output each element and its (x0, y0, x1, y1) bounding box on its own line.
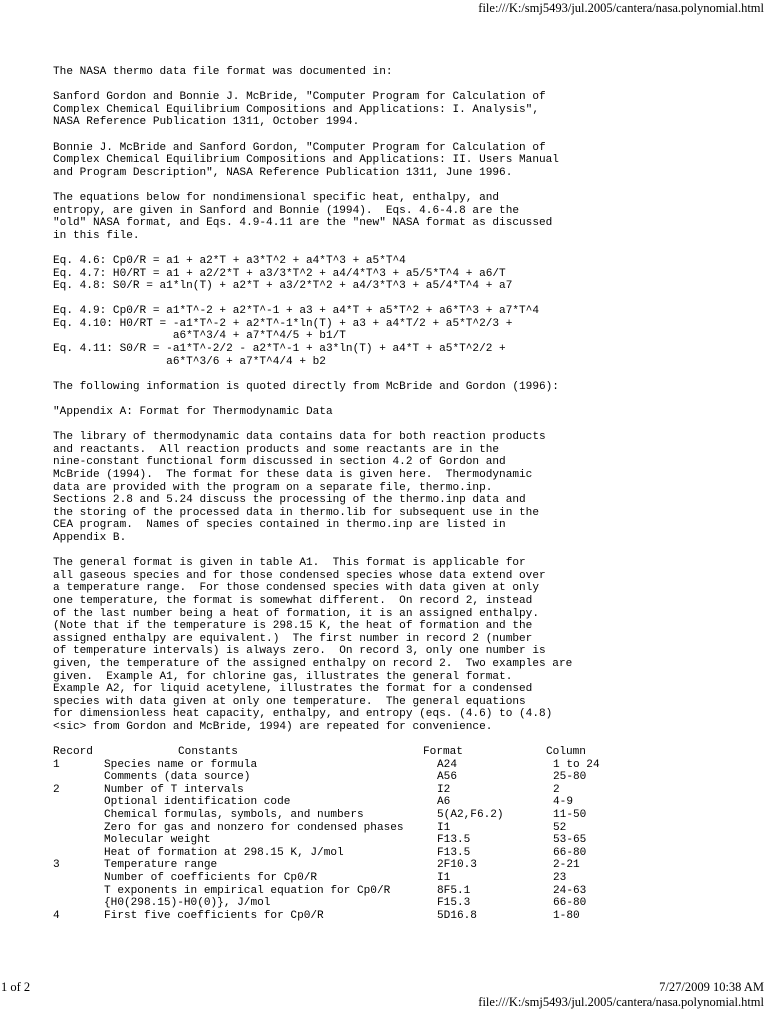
text-line: in this file. (53, 229, 140, 242)
text-line: Example A2, for liquid acetylene, illustrates the format for a condensed (53, 683, 533, 696)
format-cell: 5D16.8 (437, 909, 477, 922)
column-cell: 2 (553, 783, 560, 796)
column-cell: 66-80 (553, 897, 587, 910)
text-line: The equations below for nondimensional specific heat, enthalpy, and (53, 191, 500, 204)
column-cell: 1 to 24 (553, 758, 600, 771)
table-header-constants: Constants (178, 746, 238, 759)
constants-cell: {H0(298.15)-H0(0)}, J/mol (104, 897, 271, 910)
text-line: McBride (1994). The format for these data is given here. Thermodynamic (53, 469, 533, 481)
record-cell: 4 (53, 909, 60, 922)
format-cell: A6 (437, 796, 451, 809)
text-line: CEA program. Names of species contained in thermo.inp are listed in (53, 519, 506, 532)
text-line: "old" NASA format, and Eqs. 4.9-4.11 are the "new" NASA format as discussed (53, 217, 553, 230)
text-line: Eq. 4.7: H0/RT = a1 + a2/2*T + a3/3*T^2 + a4/4*T^3 + a5/5*T^4 + a6/T (53, 267, 506, 280)
table-header-column: Column (546, 746, 586, 759)
constants-cell: Zero for gas and nonzero for condensed phases (104, 821, 404, 834)
paragraph (53, 381, 753, 394)
table-header-format: Format (423, 746, 463, 759)
paragraph (53, 142, 753, 180)
format-cell: I1 (437, 872, 451, 884)
table-row (53, 822, 753, 835)
table-row (53, 847, 753, 860)
table-body (53, 759, 753, 923)
format-cell: 8F5.1 (437, 884, 471, 897)
constants-cell: Heat of formation at 298.15 K, J/mol (104, 846, 344, 859)
column-cell: 52 (553, 821, 567, 834)
table-row (53, 796, 753, 809)
table-row (53, 809, 753, 822)
record-cell: 3 (53, 859, 60, 872)
table-row (53, 859, 753, 872)
paragraph (53, 431, 753, 544)
text-line: The NASA thermo data file format was documented in: (53, 66, 393, 78)
text-line: entropy, are given in Sanford and Bonnie (1994). Eqs. 4.6-4.8 are the (53, 204, 520, 217)
format-cell: 5(A2,F6.2) (437, 809, 504, 822)
text-line: Eq. 4.8: S0/R = a1*ln(T) + a2*T + a3/2*T^2 + a4/3*T^3 + a5/4*T^4 + a7 (53, 280, 513, 293)
constants-cell: Species name or formula (104, 758, 258, 771)
constants-cell: Optional identification code (104, 796, 291, 809)
record-cell: 1 (53, 758, 60, 771)
text-line: Eq. 4.10: H0/RT = -a1*T^-2 + a2*T^-1*ln(T) + a3 + a4*T/2 + a5*T^2/3 + (53, 317, 513, 330)
print-footer-datetime: 7/27/2009 10:38 AM (659, 980, 764, 994)
constants-cell: First five coefficients for Cp0/R (104, 909, 324, 922)
format-cell: F13.5 (437, 834, 471, 847)
text-line: given, the temperature of the assigned enthalpy on record 2. Two examples are (53, 657, 573, 670)
table-header-record: Record (53, 746, 93, 759)
text-line: Appendix B. (53, 531, 127, 544)
paragraph (53, 192, 753, 242)
text-line: and reactants. All reaction products and some reactants are in the (53, 443, 500, 456)
text-line: The general format is given in table A1. This format is applicable for (53, 557, 526, 570)
paragraph (53, 406, 753, 419)
text-line: <sic> from Gordon and McBride, 1994) are repeated for convenience. (53, 720, 493, 733)
constants-cell: Chemical formulas, symbols, and numbers (104, 809, 364, 822)
table-row (53, 834, 753, 847)
text-line: The following information is quoted directly from McBride and Gordon (1996): (53, 380, 559, 393)
format-cell: 2F10.3 (437, 859, 477, 872)
format-cell: A24 (437, 758, 457, 771)
table-header-row (53, 746, 753, 759)
table-row (53, 897, 753, 910)
text-line: Eq. 4.6: Cp0/R = a1 + a2*T + a3*T^2 + a4*T^3 + a5*T^4 (53, 254, 406, 267)
format-cell: I1 (437, 821, 451, 834)
column-cell: 2-21 (553, 859, 580, 872)
constants-cell: T exponents in empirical equation for Cp0/R (104, 884, 391, 897)
column-cell: 25-80 (553, 771, 587, 784)
text-line: Eq. 4.11: S0/R = -a1*T^-2/2 - a2*T^-1 + a3*ln(T) + a4*T + a5*T^2/2 + (53, 343, 506, 356)
column-cell: 66-80 (553, 846, 587, 859)
table-row (53, 910, 753, 923)
text-line: for dimensionless heat capacity, enthalpy, and entropy (eqs. (4.6) to (4.8) (53, 708, 553, 721)
text-line: assigned enthalpy are equivalent.) The first number in record 2 (number (53, 632, 533, 645)
paragraphs (53, 66, 753, 733)
document-body (53, 66, 753, 922)
text-line: Eq. 4.9: Cp0/R = a1*T^-2 + a2*T^-1 + a3 + a4*T + a5*T^2 + a6*T^3 + a7*T^4 (53, 305, 539, 318)
print-footer-page: 1 of 2 (1, 980, 31, 994)
column-cell: 53-65 (553, 834, 587, 847)
print-header-url: file:///K:/smj5493/jul.2005/cantera/nasa.polynomial.html (478, 1, 764, 15)
text-line: data are provided with the program on a separate file, thermo.inp. (53, 481, 493, 494)
text-line: a temperature range. For those condensed species with data given at only (53, 582, 539, 595)
column-cell: 23 (553, 872, 567, 884)
paragraph (53, 557, 753, 733)
column-cell: 24-63 (553, 884, 587, 897)
constants-cell: Molecular weight (104, 834, 211, 847)
text-line: one temperature, the format is somewhat different. On record 2, instead (53, 594, 533, 607)
paragraph (53, 66, 753, 79)
text-line: "Appendix A: Format for Thermodynamic Data (53, 406, 333, 419)
format-cell: I2 (437, 783, 451, 796)
text-line: Complex Chemical Equilibrium Compositions and Applications: I. Analysis", (53, 103, 539, 116)
text-line: species with data given at only one temperature. The general equations (53, 695, 526, 708)
text-line: The library of thermodynamic data contains data for both reaction products (53, 431, 546, 444)
text-line: of temperature intervals) is always zero. On record 3, only one number is (53, 645, 546, 658)
constants-cell: Comments (data source) (104, 771, 251, 784)
constants-cell: Number of coefficients for Cp0/R (104, 872, 318, 884)
paragraph (53, 255, 753, 293)
text-line: of the last number being a heat of formation, it is an assigned enthalpy. (53, 607, 539, 620)
text-line: Sections 2.8 and 5.24 discuss the processing of the thermo.inp data and (53, 494, 526, 507)
paragraph (53, 305, 753, 368)
print-footer-url: file:///K:/smj5493/jul.2005/cantera/nasa.polynomial.html (478, 995, 764, 1009)
text-line: the storing of the processed data in thermo.lib for subsequent use in the (53, 506, 539, 519)
text-line: and Program Description", NASA Reference Publication 1311, June 1996. (53, 166, 513, 179)
table-row (53, 784, 753, 797)
format-cell: A56 (437, 771, 457, 784)
column-cell: 11-50 (553, 809, 587, 822)
format-cell: F15.3 (437, 897, 471, 910)
text-line: Complex Chemical Equilibrium Compositions and Applications: II. Users Manual (53, 154, 559, 167)
constants-cell: Temperature range (104, 859, 218, 872)
format-table (53, 746, 753, 922)
text-line: all gaseous species and for those condensed species whose data extend over (53, 569, 546, 582)
text-line: nine-constant functional form discussed in section 4.2 of Gordon and (53, 456, 506, 469)
table-row (53, 771, 753, 784)
table-row (53, 885, 753, 898)
text-line: a6*T^3/4 + a7*T^4/5 + b1/T (53, 330, 346, 343)
text-line: Sanford Gordon and Bonnie J. McBride, "Computer Program for Calculation of (53, 91, 546, 104)
table-row (53, 872, 753, 885)
text-line: (Note that if the temperature is 298.15 K, the heat of formation and the (53, 620, 533, 633)
record-cell: 2 (53, 783, 60, 796)
paragraph (53, 91, 753, 129)
format-cell: F13.5 (437, 846, 471, 859)
column-cell: 1-80 (553, 909, 580, 922)
column-cell: 4-9 (553, 796, 573, 809)
text-line: NASA Reference Publication 1311, October 1994. (53, 116, 360, 129)
table-row (53, 759, 753, 772)
text-line: given. Example A1, for chlorine gas, illustrates the general format. (53, 670, 513, 683)
text-line: Bonnie J. McBride and Sanford Gordon, "Computer Program for Calculation of (53, 141, 546, 154)
constants-cell: Number of T intervals (104, 783, 244, 796)
text-line: a6*T^3/6 + a7*T^4/4 + b2 (53, 355, 326, 368)
